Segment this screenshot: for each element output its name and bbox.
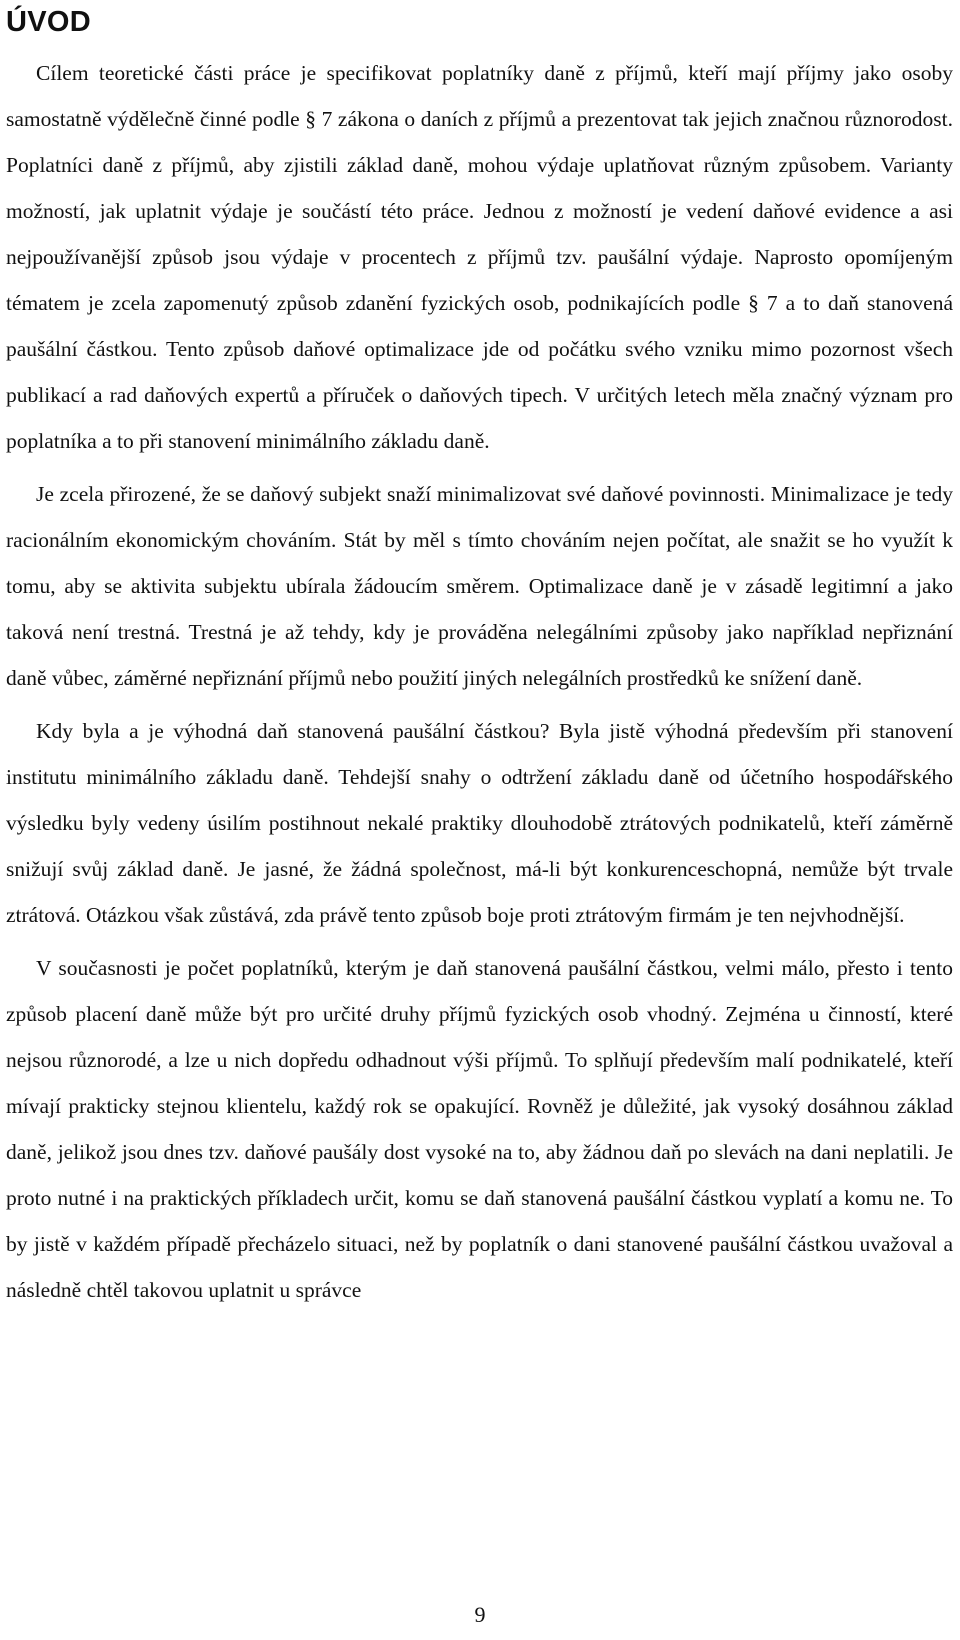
paragraph-3: Kdy byla a je výhodná daň stanovená paušální částkou? Byla jistě výhodná především při stanovení institutu minimálního základu daně. Tehdejší snahy o odtržení základu daně od účetního hospodářského výsledku byly vedeny úsilím postihnout nekalé praktiky dlouhodobě ztrátových podnikatelů, kteří záměrně snižují svůj základ daně. Je jasné, že žádná společnost, má-li být konkurenceschopná, nemůže být trvale ztrátová. Otázkou však zůstává, zda právě tento způsob boje proti ztrátovým firmám je ten nejvhodnější. xyxy=(6,719,953,927)
paragraph-4: V současnosti je počet poplatníků, kterým je daň stanovená paušální částkou, velmi málo, přesto i tento způsob placení daně může být pro určité druhy příjmů fyzických osob vhodný. Zejména u činností, které nejsou různorodé, a lze u nich dopředu odhadnout výši příjmů. To splňují především malí podnikatelé, kteří mívají prakticky stejnou klientelu, každý rok se opakující. Rovněž je důležité, jak vysoký dosáhnou základ daně, jelikož jsou dnes tzv. daňové paušály dost vysoké na to, aby žádnou daň po slevách na dani neplatili. Je proto nutné i na praktických příkladech určit, komu se daň stanovená paušální částkou vyplatí a komu ne. To by jistě v každém případě přecházelo situaci, než by poplatník o dani stanovené paušální částkou uvažoval a následně chtěl takovou uplatnit u správce xyxy=(6,956,953,1302)
paragraph-1: Cílem teoretické části práce je specifikovat poplatníky daně z příjmů, kteří mají příjmy jako osoby samostatně výdělečně činné podle § 7 zákona o daních z příjmů a prezentovat tak jejich značnou různorodost. Poplatníci daně z příjmů, aby zjistili základ daně, mohou výdaje uplatňovat různým způsobem. Varianty možností, jak uplatnit výdaje je součástí této práce. Jednou z možností je vedení daňové evidence a asi nejpoužívanější způsob jsou výdaje v procentech z příjmů tzv. paušální výdaje. Naprosto opomíjeným tématem je zcela zapomenutý způsob zdanění fyzických osob, podnikajících podle § 7 a to daň stanovená paušální částkou. Tento způsob daňové optimalizace jde od počátku svého vzniku mimo pozornost všech publikací a rad daňových expertů a příruček o daňových tipech. V určitých letech měla značný význam pro poplatníka a to při stanovení minimálního základu daně. xyxy=(6,61,953,453)
body-text xyxy=(6,50,953,1320)
page-number: 9 xyxy=(474,1602,486,1627)
paragraph-2: Je zcela přirozené, že se daňový subjekt snaží minimalizovat své daňové povinnosti. Minimalizace je tedy racionálním ekonomickým chováním. Stát by měl s tímto chováním nejen počítat, ale snažit se ho využít k tomu, aby se aktivita subjektu ubírala žádoucím směrem. Optimalizace daně je v zásadě legitimní a jako taková není trestná. Trestná je až tehdy, kdy je prováděna nelegálními způsoby jako například nepřiznání daně vůbec, záměrné nepřiznání příjmů nebo použití jiných nelegálních prostředků ke snížení daně. xyxy=(6,482,953,690)
page-title: ÚVOD xyxy=(6,6,91,38)
